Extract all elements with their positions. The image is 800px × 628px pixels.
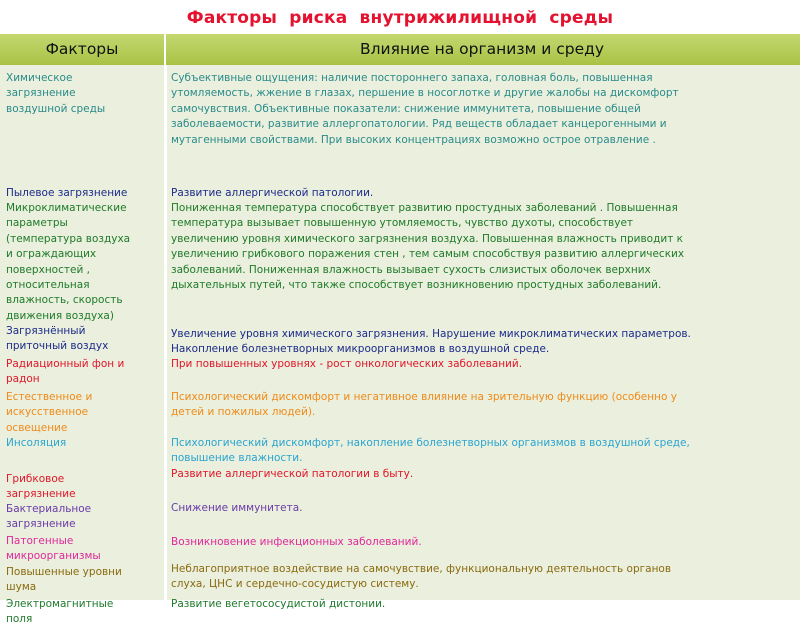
effect-emf [171,597,793,612]
factor-line: (температура воздуха [6,232,131,245]
factor-line: искусственное [6,406,89,419]
factor-line: Патогенные [6,535,74,547]
effect-pathogens [171,535,793,550]
effect-line: Психологический дискомфорт и негативное влияние на зрительную функцию (особенно у [171,391,677,403]
title-word: внутрижилищной [359,8,538,28]
factor-line: движения воздуха) [6,309,114,322]
effect-line: увеличению грибкового поражения стен , тем самым способствуя развитию аллергических [171,248,685,261]
factor-line: Инсоляция [6,437,67,449]
effect-dust [171,186,793,201]
effect-line: заболеваний. Пониженная влажность вызывает сухость слизистых оболочек верхних [171,263,651,276]
effect-line: самочувствия. Объективные показатели: снижение иммунитета, повышение общей [171,102,641,115]
factor-line: Пылевое загрязнение [6,187,128,199]
effect-line: слуха, ЦНС и сердечно-сосудистую систему. [171,578,419,591]
effect-chemical [171,71,793,148]
effect-noise [171,562,793,593]
factor-line: воздушной среды [6,102,106,115]
effect-line: При повышенных уровнях - рост онкологических заболеваний. [171,358,523,370]
factor-line: загрязнение [6,488,76,501]
effect-line: увеличению уровня химического загрязнения воздуха. Повышенная влажность приводит к [171,232,683,245]
effect-line: Увеличение уровня химического загрязнения. Нарушение микроклиматических параметров. [171,328,691,340]
effect-line: Снижение иммунитета. [171,502,303,514]
effect-line: Развитие вегетососудистой дистонии. [171,598,386,610]
column-divider [164,65,167,600]
factor-line: Грибковое [6,473,65,485]
effect-line: Накопление болезнетворных микроорганизмов в воздушной среде. [171,343,550,356]
factor-line: поля [6,613,33,626]
title-word: среды [549,8,614,28]
effect-line: Психологический дискомфорт, накопление болезнетворных организмов в воздушной среде, [171,437,690,449]
factor-line: микроорганизмы [6,550,101,563]
factor-dust [6,186,160,201]
effect-line: детей и пожилых людей). [171,406,316,419]
factor-insolation [6,436,160,451]
factor-line: Химическое [6,72,73,84]
effect-line: Неблагоприятное воздействие на самочувствие, функциональную деятельность органов [171,563,672,575]
factor-line: параметры [6,217,68,230]
effect-line: Развитие аллергической патологии. [171,187,374,199]
effect-line: дыхательных путей, что также способствует возникновению простудных заболеваний. [171,279,662,292]
effect-insolation [171,436,793,467]
factor-line: радон [6,373,40,386]
factor-line: влажность, скорость [6,294,123,307]
factor-emf [6,597,160,628]
factor-microclimate [6,201,160,324]
effect-supply-air [171,327,793,358]
effect-bacterial [171,501,793,516]
factor-line: шума [6,581,37,594]
factor-supply-air [6,324,160,355]
factor-line: загрязнение [6,518,76,531]
factor-noise [6,565,160,596]
factors-table [0,34,800,626]
factor-line: Электромагнитные [6,598,114,610]
factor-line: Повышенные уровни [6,566,122,578]
effect-line: Возникновение инфекционных заболеваний. [171,536,422,548]
effect-lighting [171,390,793,421]
effect-line: Пониженная температура способствует развитию простудных заболеваний . Повышенная [171,202,678,214]
effect-line: заболеваемости, развитие аллергопатологии. Ряд веществ обладает канцерогенными и [171,118,667,131]
slide-title [0,8,800,30]
header-factors: Факторы [45,40,119,58]
effect-line: Развитие аллергической патологии в быту. [171,468,414,480]
factor-lighting [6,390,160,436]
effect-line: повышение влажности. [171,452,303,465]
factor-line: Радиационный фон и [6,358,125,370]
effect-line: температура вызывает повышенную утомляемость, чувство духоты, способствует [171,217,634,230]
factor-line: Микроклиматические [6,202,127,214]
title-word: Факторы [186,8,278,28]
factor-radiation [6,357,160,388]
table-body [0,65,800,626]
effect-microclimate [171,201,793,293]
header-effects: Влияние на организм и среду [360,40,604,58]
factor-line: Загрязнённый [6,325,86,337]
factor-line: и ограждающих [6,248,97,261]
effect-radiation [171,357,793,372]
factor-line: приточный воздух [6,340,109,353]
factor-line: Бактериальное [6,503,92,515]
factor-line: поверхностей , [6,263,90,276]
effect-line: утомляемость, жжение в глазах, першение в носоглотке и другие жалобы на дискомфорт [171,87,679,100]
effect-fungal [171,467,793,482]
factor-line: освещение [6,421,68,434]
factor-bacterial [6,502,160,533]
factor-chemical [6,71,160,117]
factor-fungal [6,472,160,503]
factor-pathogens [6,534,160,565]
factor-line: относительная [6,279,90,292]
effect-line: Субъективные ощущения: наличие постороннего запаха, головная боль, повышенная [171,72,653,84]
effect-line: мутагенными свойствами. При высоких концентрациях возможно острое отравление . [171,133,656,146]
factor-line: Естественное и [6,391,93,403]
factor-line: загрязнение [6,87,76,100]
table-header-row [0,34,800,65]
title-word: риска [289,8,348,28]
